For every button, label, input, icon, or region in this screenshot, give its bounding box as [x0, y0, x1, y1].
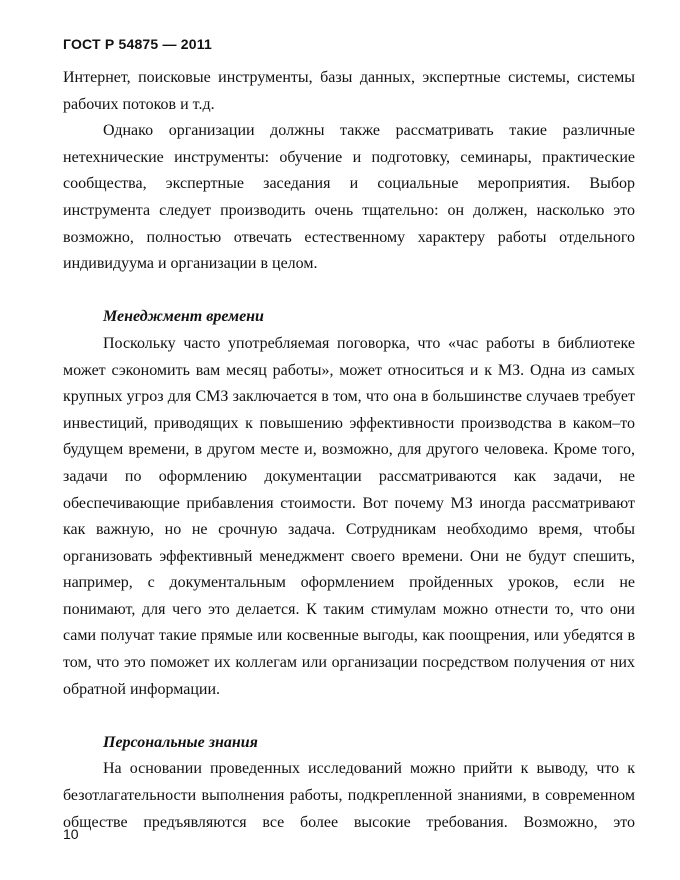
paragraph-tools: Однако организации должны также рассматривать такие различные нетехнические инструменты: обучение и подготовку, семинары, практические сообщества, экспертные заседания и социальные мероприятия. Выбор инструмента следует производить очень тщательно: он должен, насколько это возможно, полностью отвечать естественному характеру работы отдельного индивидуума и организации в целом. [63, 122, 635, 273]
document-body [63, 65, 635, 836]
heading-personal-knowledge: Персональные знания [103, 733, 258, 751]
section-spacer [63, 278, 635, 305]
paragraph-continuation: Интернет, поисковые инструменты, базы данных, экспертные системы, системы рабочих потоков и т.д. [63, 69, 635, 113]
paragraph-time-management: Поскольку часто употребляемая поговорка, что «час работы в библиотеке может сэкономить вам месяц работы», может относиться и к МЗ. Одна из самых крупных угроз для СМЗ заключается в том, что она в большинстве случаев требует инвестиций, приводящих к повышению эффективности производства в каком–то будущем времени, в другом месте и, возможно, для другого человека. Кроме того, задачи по оформлению документации рассматриваются как задачи, не обеспечивающие прибавления стоимости. Вот почему МЗ иногда рассматривают как важную, но не срочную задача. Сотрудникам необходимо время, чтобы организовать эффективный менеджмент своего времени. Они не будут спешить, например, с документальным оформлением пройденных уроков, если не понимают, для чего это делается. К таким стимулам можно отнести то, что они сами получат такие прямые или косвенные выгоды, как поощрения, или убедятся в том, что это поможет их коллегам или организации посредством получения от них обратной информации. [63, 334, 635, 698]
section-spacer [63, 703, 635, 730]
paragraph-personal-knowledge: На основании проведенных исследований можно прийти к выводу, что к безотлагательности выполнения работы, подкрепленной знаниями, в современном обществе предъявляются все более высокие требования. Возможно, это [63, 760, 635, 831]
heading-time-management: Менеджмент времени [103, 308, 264, 326]
page-header-standard: ГОСТ Р 54875 — 2011 [63, 36, 212, 52]
page-number: 10 [63, 826, 79, 842]
